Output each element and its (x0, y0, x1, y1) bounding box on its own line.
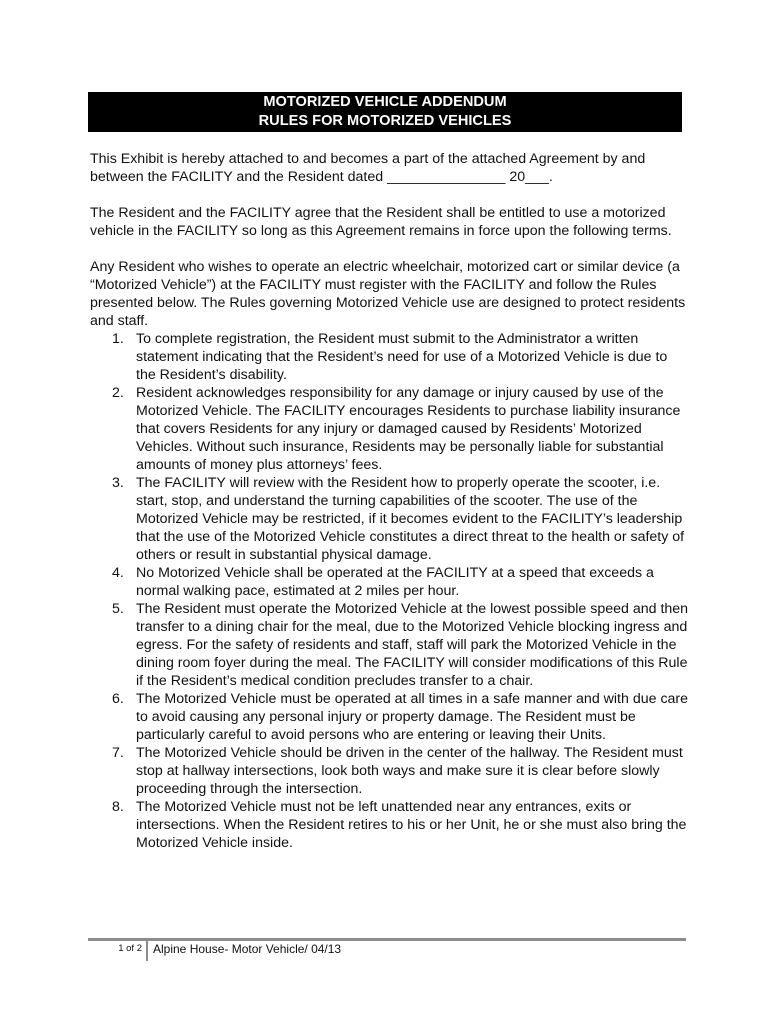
rule-text: The Motorized Vehicle must not be left unattended near any entrances, exits or intersections. When the Resident retires to his or her Unit, he or she must also bring the Motorized Vehicle inside. (136, 799, 687, 851)
rule-number: 2. (112, 385, 124, 401)
rule-text: No Motorized Vehicle shall be operated at the FACILITY at a speed that exceeds a normal walking pace, estimated at 2 miles per hour. (136, 565, 654, 599)
rule-text: The Resident must operate the Motorized Vehicle at the lowest possible speed and then transfer to a dining chair for the meal, due to the Motorized Vehicle blocking ingress and egress. For the safety of residents and staff, staff will park the Motorized Vehicle in the dining room foyer during the meal. The FACILITY will consider modifications of this Rule if the Resident’s medical condition precludes transfer to a chair. (136, 601, 689, 689)
rule-number: 7. (112, 745, 124, 761)
document-body (90, 150, 690, 852)
page-current: 1 (118, 943, 124, 954)
title-banner (88, 92, 682, 132)
rule-item (90, 744, 690, 798)
intro-paragraph: This Exhibit is hereby attached to and becomes a part of the attached Agreement by and between the FACILITY and the Resident dated _______________ 20___. (90, 151, 646, 185)
title-line-2: RULES FOR MOTORIZED VEHICLES (258, 112, 512, 129)
rule-text: The Motorized Vehicle should be driven in the center of the hallway. The Resident must stop at hallway intersections, look both ways and make sure it is clear before slowly proceeding through the intersection. (136, 745, 683, 797)
rule-item (90, 384, 690, 474)
rule-item (90, 330, 690, 384)
title-line-1: MOTORIZED VEHICLE ADDENDUM (263, 94, 507, 110)
registration-paragraph: Any Resident who wishes to operate an electric wheelchair, motorized cart or similar device (a “Motorized Vehicle”) at the FACILITY must register with the FACILITY and follow the Rules presented below. The Rules governing Motorized Vehicle use are designed to protect residents and staff. (90, 259, 686, 329)
rule-number: 8. (112, 799, 124, 815)
rule-text: To complete registration, the Resident must submit to the Administrator a written statement indicating that the Resident’s need for use of a Motorized Vehicle is due to the Resident’s disability. (136, 331, 668, 383)
rule-item (90, 690, 690, 744)
rules-list (90, 330, 690, 852)
footer-divider (146, 941, 148, 961)
footer-page-number (88, 942, 142, 956)
footer-text: Alpine House- Motor Vehicle/ 04/13 (153, 942, 342, 956)
rule-number: 6. (112, 691, 124, 707)
rule-number: 3. (112, 475, 124, 491)
agreement-paragraph: The Resident and the FACILITY agree that the Resident shall be entitled to use a motorized vehicle in the FACILITY so long as this Agreement remains in force upon the following terms. (90, 205, 672, 239)
rule-item (90, 564, 690, 600)
rule-item (90, 600, 690, 690)
rule-text: Resident acknowledges responsibility for any damage or injury caused by use of the Motorized Vehicle. The FACILITY encourages Residents to purchase liability insurance that covers Residents for any injury or damaged caused by Residents’ Motorized Vehicles. Without such insurance, Residents may be personally liable for substantial amounts of money plus attorneys’ fees. (136, 385, 681, 473)
rule-number: 1. (112, 331, 124, 347)
rule-text: The Motorized Vehicle must be operated at all times in a safe manner and with due care to avoid causing any personal injury or property damage. The Resident must be particularly careful to avoid persons who are entering or leaving their Units. (136, 691, 689, 743)
rule-number: 4. (112, 565, 124, 581)
rule-item (90, 798, 690, 852)
page-total: of 2 (126, 943, 142, 954)
rule-text: The FACILITY will review with the Resident how to properly operate the scooter, i.e. start, stop, and understand the turning capabilities of the scooter. The use of the Motorized Vehicle may be restricted, if it becomes evident to the FACILITY’s leadership that the use of the Motorized Vehicle constitutes a direct threat to the health or safety of others or result in substantial physical damage. (136, 475, 685, 563)
rule-item (90, 474, 690, 564)
rule-number: 5. (112, 601, 124, 617)
